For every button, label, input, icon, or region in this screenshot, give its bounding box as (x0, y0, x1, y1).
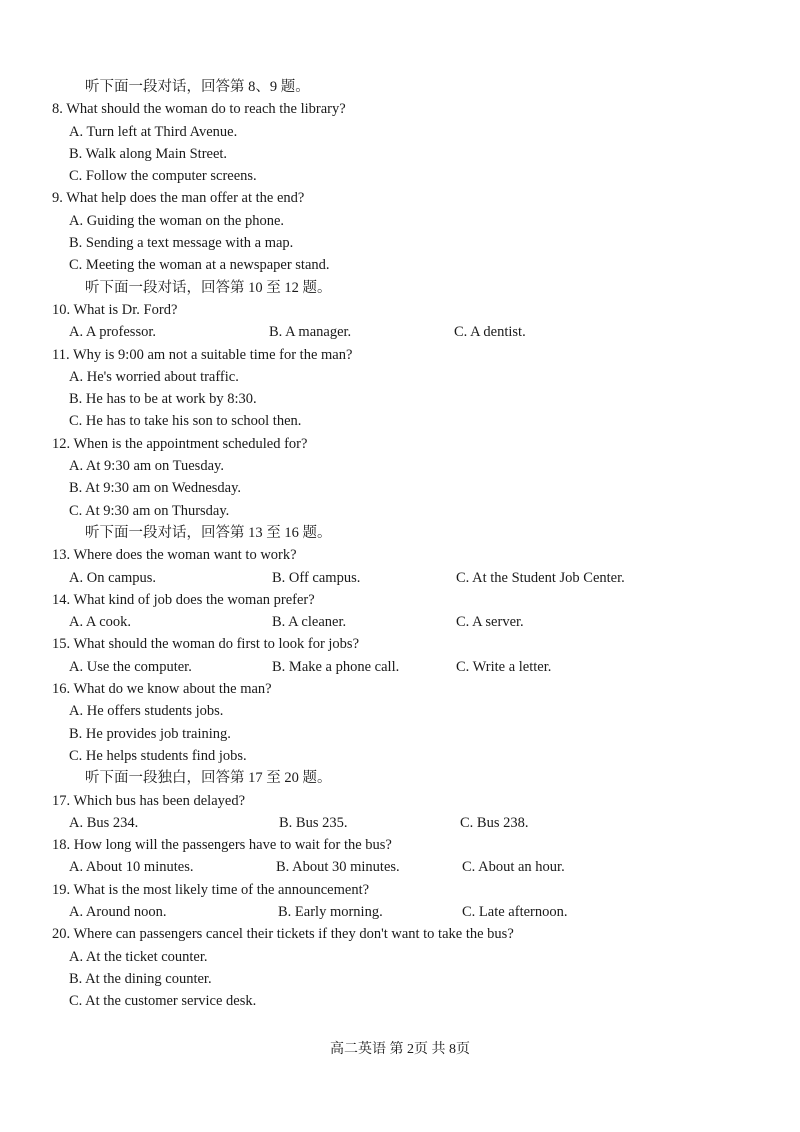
section-instruction: 听下面一段独白，回答第 17 至 20 题。 (85, 770, 332, 787)
option-a: A. About 10 minutes. (69, 859, 194, 876)
option: A. He offers students jobs. (69, 703, 224, 720)
question: 9. What help does the man offer at the end? (52, 190, 305, 207)
option-a: A. Use the computer. (69, 658, 192, 675)
option: B. Walk along Main Street. (69, 145, 228, 162)
question: 20. Where can passengers cancel their tickets if they don't want to take the bus? (52, 926, 514, 943)
option: A. He's worried about traffic. (69, 368, 239, 385)
question: 16. What do we know about the man? (52, 681, 272, 698)
question: 11. Why is 9:00 am not a suitable time for the man? (52, 346, 353, 363)
option: C. Meeting the woman at a newspaper stand. (69, 257, 330, 274)
option-c: C. At the Student Job Center. (456, 569, 625, 586)
section-instruction: 听下面一段对话，回答第 8、9 题。 (85, 79, 310, 95)
option-b: B. A cleaner. (272, 614, 347, 631)
option-b: B. Early morning. (278, 903, 383, 920)
option: C. Follow the computer screens. (69, 168, 257, 185)
option: B. At 9:30 am on Wednesday. (69, 480, 242, 497)
options-row (52, 812, 752, 834)
question: 15. What should the woman do first to look for jobs? (52, 636, 360, 653)
option: A. At 9:30 am on Tuesday. (69, 458, 224, 475)
option: A. At the ticket counter. (69, 948, 208, 965)
option-b: B. A manager. (269, 324, 352, 341)
question: 17. Which bus has been delayed? (52, 792, 246, 809)
question: 19. What is the most likely time of the announcement? (52, 881, 370, 898)
options-row (52, 901, 752, 923)
section-instruction: 听下面一段对话，回答第 13 至 16 题。 (85, 524, 332, 541)
option-c: C. Write a letter. (456, 658, 552, 675)
question: 10. What is Dr. Ford? (52, 301, 178, 318)
option: C. At the customer service desk. (69, 993, 257, 1010)
option-c: C. Bus 238. (460, 814, 529, 831)
options-row (52, 656, 752, 678)
question: 8. What should the woman do to reach the library? (52, 101, 346, 118)
option: C. He has to take his son to school then. (69, 413, 302, 430)
option: A. Guiding the woman on the phone. (69, 212, 285, 229)
option-b: B. Off campus. (272, 569, 361, 586)
option-a: A. Around noon. (69, 903, 167, 920)
option-c: C. Late afternoon. (462, 903, 568, 920)
option-a: A. A professor. (69, 324, 156, 341)
option: C. At 9:30 am on Thursday. (69, 502, 230, 519)
option-b: B. About 30 minutes. (276, 859, 400, 876)
options-row (52, 321, 752, 343)
option: B. He provides job training. (69, 725, 231, 742)
page-footer: 高二英语 第 2页 共 8页 (330, 1042, 470, 1057)
option: B. At the dining counter. (69, 970, 212, 987)
question: 14. What kind of job does the woman prefer? (52, 591, 315, 608)
option-a: A. Bus 234. (69, 814, 139, 831)
option: B. Sending a text message with a map. (69, 235, 294, 252)
question-list (52, 76, 752, 1012)
question: 13. Where does the woman want to work? (52, 547, 297, 564)
option: C. He helps students find jobs. (69, 747, 247, 764)
section-instruction: 听下面一段对话，回答第 10 至 12 题。 (85, 279, 332, 296)
option: A. Turn left at Third Avenue. (69, 123, 238, 140)
options-row (52, 567, 752, 589)
question: 12. When is the appointment scheduled for? (52, 435, 308, 452)
option-a: A. On campus. (69, 569, 156, 586)
options-row (52, 611, 752, 633)
option-c: C. A server. (456, 614, 524, 631)
option-c: C. About an hour. (462, 859, 565, 876)
option: B. He has to be at work by 8:30. (69, 391, 257, 408)
option-b: B. Bus 235. (279, 814, 348, 831)
option-b: B. Make a phone call. (272, 658, 400, 675)
question: 18. How long will the passengers have to wait for the bus? (52, 837, 392, 854)
option-a: A. A cook. (69, 614, 132, 631)
options-row (52, 856, 752, 878)
option-c: C. A dentist. (454, 324, 526, 341)
